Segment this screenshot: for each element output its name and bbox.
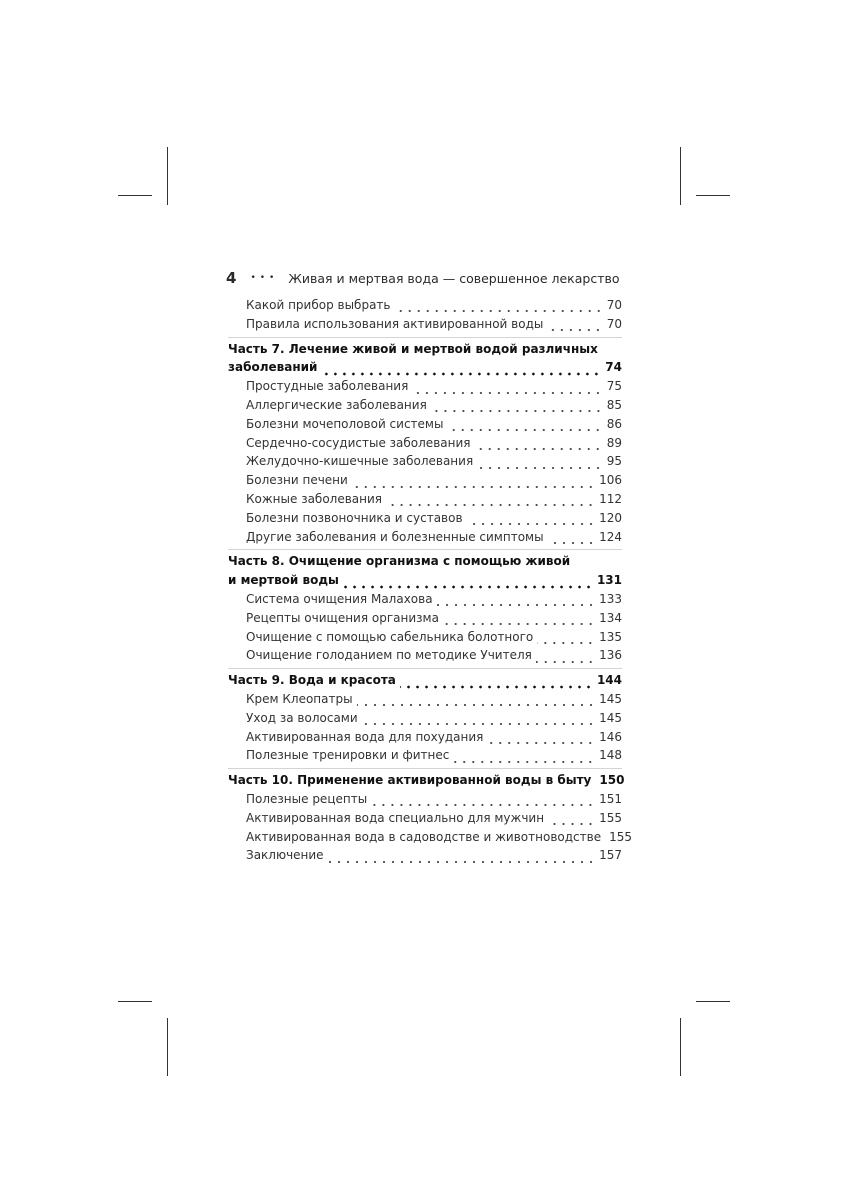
entry-title: Простудные заболевания [246, 379, 409, 394]
dot-leader [343, 579, 593, 589]
crop-mark [167, 1018, 168, 1076]
entry-page: 155 [599, 810, 622, 825]
part-page: 74 [605, 360, 622, 375]
entry-page: 134 [599, 610, 622, 625]
entry-page: 120 [599, 510, 622, 525]
entry-title: Система очищения Малахова [246, 591, 433, 606]
entry-title: Уход за волосами [246, 710, 358, 725]
toc-entry [228, 746, 622, 765]
toc-entry [228, 609, 622, 628]
entry-title: Болезни печени [246, 473, 348, 488]
dot-leader [362, 716, 595, 726]
entry-page: 148 [599, 748, 622, 763]
page-number: 4 [226, 269, 237, 287]
entry-page: 157 [599, 848, 622, 863]
part-heading [228, 671, 622, 690]
entry-title: Другие заболевания и болезненные симптомы [246, 529, 544, 544]
toc-entry [228, 296, 622, 315]
part-page: 144 [596, 673, 622, 688]
entry-title: Правила использования активированной воды [246, 316, 544, 331]
dot-leader [474, 441, 602, 451]
toc-part [228, 668, 622, 765]
dot-leader [547, 322, 602, 332]
entry-page: 145 [599, 710, 622, 725]
entry-page: 112 [599, 491, 622, 506]
entry-title: Сердечно-сосудистые заболевания [246, 435, 471, 450]
entry-page: 151 [599, 791, 622, 806]
toc-entry [228, 709, 622, 728]
toc-entry [228, 509, 622, 528]
crop-mark [680, 1018, 681, 1076]
dot-leader [536, 654, 595, 664]
crop-mark [167, 147, 168, 205]
entry-title: Активированная вода в садоводстве и животноводстве [246, 829, 602, 844]
dot-leader [328, 854, 596, 864]
entry-page: 70 [606, 316, 622, 331]
toc-entry [228, 471, 622, 490]
entry-title: Очищение голоданием по методике Учителя [246, 648, 532, 663]
entry-title: Болезни мочеполовой системы [246, 416, 444, 431]
part-heading [228, 771, 625, 790]
entry-title: Активированная вода специально для мужчин [246, 810, 545, 825]
dot-leader [352, 479, 595, 489]
entry-page: 86 [606, 416, 622, 431]
entry-title: Заключение [246, 848, 324, 863]
entry-title: Аллергические заболевания [246, 397, 427, 412]
toc-entry [228, 528, 622, 547]
dot-leader [443, 616, 595, 626]
toc-part [228, 549, 622, 665]
toc-entry [228, 646, 622, 665]
crop-mark [696, 1001, 730, 1002]
toc-entry [228, 415, 622, 434]
toc-part [228, 337, 622, 547]
part-title: Часть 10. Применение активированной воды в быту [228, 773, 592, 788]
dot-leader [321, 366, 601, 376]
entry-page: 136 [599, 648, 622, 663]
toc-entry [228, 846, 622, 865]
toc-entry [228, 315, 622, 334]
dot-leader [537, 635, 595, 645]
running-header [226, 268, 626, 288]
toc-part [228, 768, 632, 865]
dot-leader [467, 516, 596, 526]
part-page: 131 [596, 573, 622, 588]
part-title-line [228, 340, 622, 359]
dot-leader [447, 422, 602, 432]
part-heading [228, 358, 622, 377]
part-title: и мертвой воды [228, 573, 339, 588]
dot-leader [477, 460, 603, 470]
toc-entry [228, 809, 622, 828]
entry-page: 85 [606, 397, 622, 412]
crop-mark [680, 147, 681, 205]
entry-title: Болезни позвоночника и суставов [246, 510, 463, 525]
entry-title: Рецепты очищения организма [246, 610, 439, 625]
dot-leader [453, 754, 595, 764]
part-title: Часть 8. Очищение организма с помощью живой [228, 554, 571, 569]
crop-mark [118, 1001, 152, 1002]
dot-leader [431, 403, 603, 413]
entry-page: 124 [599, 529, 622, 544]
dot-leader [395, 303, 603, 313]
entry-title: Какой прибор выбрать [246, 298, 391, 312]
entry-page: 155 [609, 829, 632, 844]
dot-leader [487, 735, 595, 745]
entry-page: 146 [599, 729, 622, 744]
part-title-line [228, 552, 622, 571]
dot-leader [412, 385, 602, 395]
crop-mark [118, 195, 152, 196]
toc-entry [228, 377, 622, 396]
dot-leader [400, 679, 593, 689]
entry-page: 75 [606, 379, 622, 394]
entry-title: Полезные рецепты [246, 791, 368, 806]
table-of-contents [228, 296, 632, 865]
dot-leader [437, 597, 596, 607]
part-page: 150 [599, 773, 625, 788]
entry-page: 70 [606, 298, 622, 312]
entry-page: 145 [599, 691, 622, 706]
toc-entry [228, 452, 622, 471]
dot-leader [548, 816, 595, 826]
crop-mark [696, 195, 730, 196]
toc-entry [228, 828, 632, 847]
part-title: Часть 9. Вода и красота [228, 673, 396, 688]
toc-entry [228, 728, 622, 747]
entry-page: 95 [606, 454, 622, 469]
dot-leader [386, 497, 595, 507]
entry-title: Полезные тренировки и фитнес [246, 748, 450, 763]
bullet-separator: ••• [250, 273, 279, 283]
book-title: Живая и мертвая вода — совершенное лекарство [288, 270, 620, 286]
entry-page: 133 [599, 591, 622, 606]
part-title: заболеваний [228, 360, 318, 375]
toc-entry [228, 434, 622, 453]
entry-page: 135 [599, 629, 622, 644]
toc-entry [228, 690, 622, 709]
dot-leader [371, 797, 595, 807]
toc-entry [228, 628, 622, 647]
entry-title: Очищение с помощью сабельника болотного [246, 629, 534, 644]
part-heading [228, 571, 622, 590]
toc-entry [228, 790, 622, 809]
entry-title: Желудочно-кишечные заболевания [246, 454, 474, 469]
toc-entry [228, 590, 622, 609]
entry-title: Кожные заболевания [246, 491, 383, 506]
toc-entry [228, 396, 622, 415]
entry-page: 89 [606, 435, 622, 450]
dot-leader [548, 535, 596, 545]
toc-entry [228, 490, 622, 509]
entry-page: 106 [599, 473, 622, 488]
part-title: Часть 7. Лечение живой и мертвой водой различных [228, 341, 598, 356]
entry-title: Крем Клеопатры [246, 691, 353, 706]
entry-title: Активированная вода для похудания [246, 729, 484, 744]
dot-leader [357, 697, 596, 707]
